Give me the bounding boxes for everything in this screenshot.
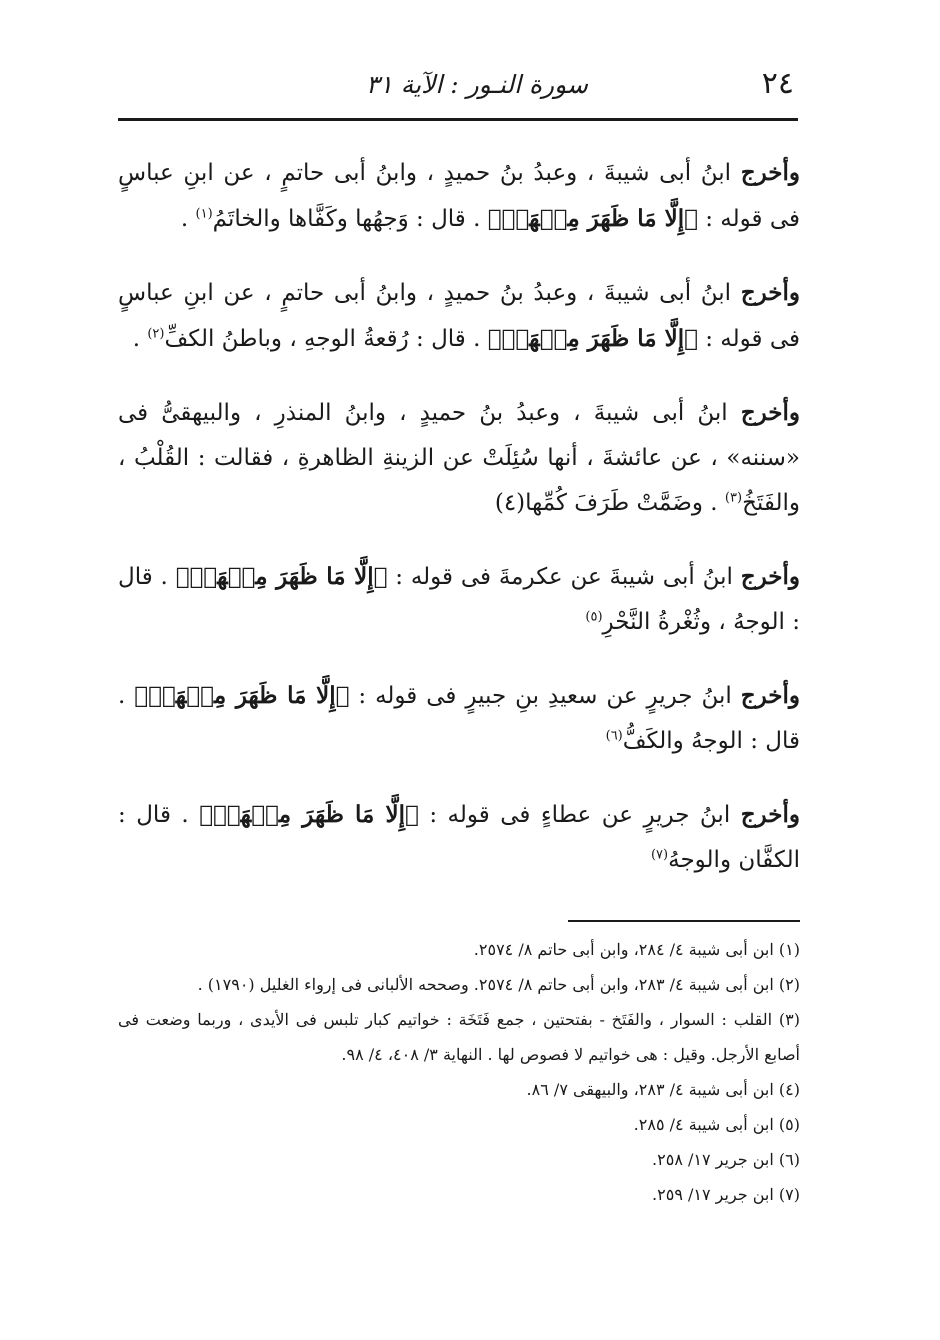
- quran-quote: ﴿إِلَّا مَا ظَهَرَ مِنۡهَاۖ﴾: [134, 682, 350, 709]
- paragraph: [118, 673, 800, 764]
- footnote: (٤) ابن أبى شيبة ٤/ ٢٨٣، والبيهقى ٧/ ٨٦.: [526, 1080, 800, 1099]
- footnote: (٣) القلب : السوار ، والفَتَخ - بفتحتين ، جمع فَتَخَة : خواتيم كبار تلبس فى الأيدى ، وربما وضعت فى أصابع الأرجل. وقيل : هى خواتيم لا فصوص لها . النهاية ٣/ ٤٠٨، ٤/ ٩٨.: [118, 1010, 800, 1064]
- footnote: (٧) ابن جرير ١٧/ ٢٥٩.: [652, 1185, 800, 1204]
- paragraph-text: ابنُ جريرٍ عن سعيدِ بنِ جبيرٍ فى قوله :: [349, 683, 741, 709]
- paragraph-end: .: [180, 206, 196, 232]
- paragraph-tail: . قال : الكفَّان والوجهُ: [118, 802, 800, 873]
- paragraph: [118, 554, 800, 645]
- footnote-ref: (٣): [724, 490, 743, 506]
- paragraph-text: ابنُ أبى شيبةَ عن عكرمةَ فى قوله :: [387, 564, 741, 590]
- footnote-ref: (٢): [147, 326, 165, 342]
- page-number: ٢٤: [761, 66, 794, 101]
- paragraph-text: ابنُ جريرٍ عن عطاءٍ فى قوله :: [418, 802, 741, 828]
- footnote-ref: (١): [195, 206, 213, 222]
- paragraph-text: ابنُ أبى شيبةَ ، وعبدُ بنُ حميدٍ ، وابنُ المنذرِ ، والبيهقىُّ فى «سننه» ، عن عائشةَ ، أنها سُئِلَتْ عن الزينةِ الظاهرةِ ، فقالت : القُلْبُ ، والفَتَخُ: [118, 400, 800, 516]
- footnote: (٦) ابن جرير ١٧/ ٢٥٨.: [652, 1150, 800, 1169]
- paragraph: [118, 270, 800, 362]
- paragraph-text: ابنُ أبى شيبةَ ، وعبدُ بنُ حميدٍ ، وابنُ أبى حاتمٍ ، عن ابنِ عباسٍ فى قوله :: [118, 160, 800, 232]
- paragraph-lead: وأخرج: [740, 563, 800, 590]
- paragraph-tail: . قال : وَجهُها وكَفَّاها والخاتَمُ: [212, 206, 488, 232]
- paragraph: [118, 150, 800, 242]
- paragraph-lead: وأخرج: [740, 399, 800, 426]
- footnote-ref: (٦): [605, 728, 623, 744]
- quran-quote: ﴿إِلَّا مَا ظَهَرَ مِنۡهَاۖ﴾: [487, 325, 698, 352]
- footnote-ref: (٥): [585, 609, 603, 625]
- paragraph-text: ابنُ أبى شيبةَ ، وعبدُ بنُ حميدٍ ، وابنُ أبى حاتمٍ ، عن ابنِ عباسٍ فى قوله :: [118, 280, 800, 352]
- footnotes-rule: [568, 920, 800, 922]
- paragraph-end: .: [132, 326, 148, 352]
- quran-quote: ﴿إِلَّا مَا ظَهَرَ مِنۡهَاۖ﴾: [175, 563, 388, 590]
- paragraph-end: . وضَمَّتْ طَرَفَ كُمِّها(٤): [494, 490, 725, 516]
- paragraph-lead: وأخرج: [740, 159, 800, 186]
- running-title: سورة النـور : الآية ٣١: [365, 70, 588, 99]
- quran-quote: ﴿إِلَّا مَا ظَهَرَ مِنۡهَاۖ﴾: [199, 801, 419, 828]
- paragraph-lead: وأخرج: [740, 682, 800, 709]
- paragraph: [118, 390, 800, 526]
- footnote: (١) ابن أبى شيبة ٤/ ٢٨٤، وابن أبى حاتم ٨/ ٢٥٧٤.: [473, 940, 800, 959]
- footnote: (٢) ابن أبى شيبة ٤/ ٢٨٣، وابن أبى حاتم ٨/ ٢٥٧٤. وصححه الألبانى فى إرواء الغليل (١٧٩٠) .: [197, 975, 800, 994]
- paragraph-lead: وأخرج: [740, 279, 800, 306]
- paragraph-tail: . قال : الوجهُ والكَفُّ: [118, 683, 800, 754]
- page-header: [118, 62, 798, 112]
- main-text: [118, 150, 800, 911]
- paragraph: [118, 792, 800, 883]
- footnotes: [118, 932, 800, 1212]
- paragraph-tail: . قال : الوجهُ ، وثُغْرةُ النَّحْرِ: [118, 564, 800, 635]
- paragraph-tail: . قال : رُقعةُ الوجهِ ، وباطنُ الكفِّ: [164, 326, 488, 352]
- footnote: (٥) ابن أبى شيبة ٤/ ٢٨٥.: [633, 1115, 800, 1134]
- quran-quote: ﴿إِلَّا مَا ظَهَرَ مِنۡهَاۖ﴾: [487, 205, 698, 232]
- paragraph-lead: وأخرج: [740, 801, 800, 828]
- footnote-ref: (٧): [650, 847, 669, 863]
- header-rule: [118, 118, 798, 121]
